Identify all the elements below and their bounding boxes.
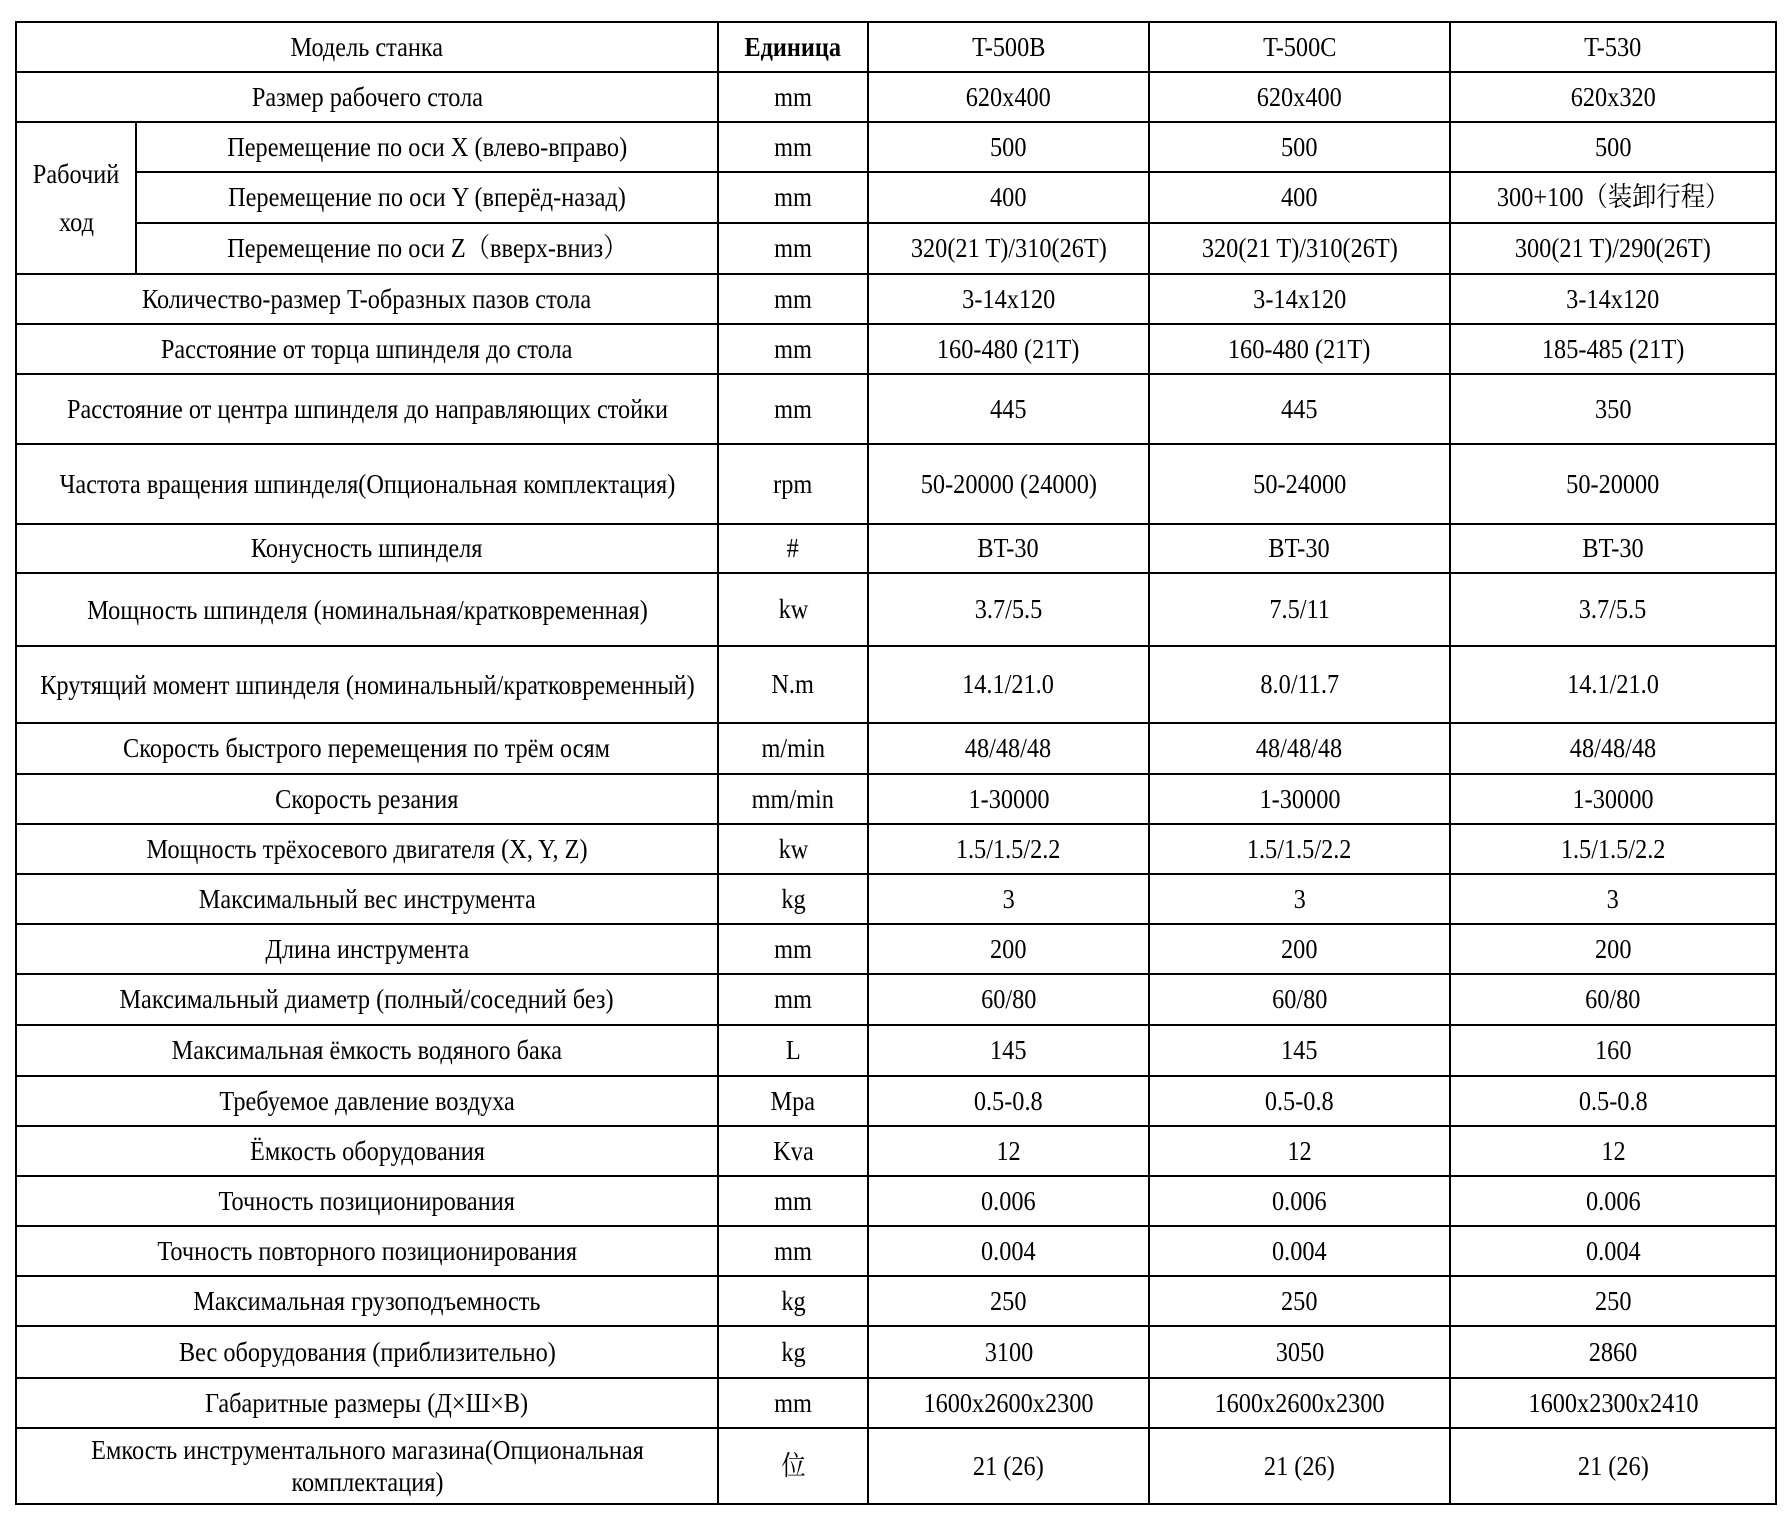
row-value-text: 1-30000 — [1259, 783, 1340, 814]
model-column-header: T-530 — [1450, 22, 1776, 72]
row-value — [868, 723, 1149, 774]
row-label — [136, 223, 718, 274]
row-label — [16, 646, 718, 723]
row-label-text: Габаритные размеры (Д×Ш×В) — [205, 1387, 529, 1418]
row-value-text: 1600x2600x2300 — [923, 1387, 1094, 1418]
row-value-text: 160-480 (21T) — [937, 333, 1080, 364]
spec-table — [15, 21, 1777, 1505]
row-value-text: 145 — [1281, 1035, 1318, 1065]
row-label-text: Расстояние от центра шпинделя до направляющих стойки — [66, 394, 668, 424]
spec-row — [16, 723, 1776, 774]
row-unit-text: Mpa — [770, 1085, 816, 1116]
row-value-text: 14.1/21.0 — [962, 669, 1055, 699]
row-label-text: Максимальная ёмкость водяного бака — [171, 1035, 563, 1065]
row-value-text: 200 — [1281, 933, 1318, 964]
row-value-text: 160-480 (21T) — [1228, 333, 1371, 364]
row-value — [868, 1176, 1149, 1226]
row-value-text: 21 (26) — [1264, 1450, 1335, 1481]
row-value-text: 400 — [990, 182, 1027, 212]
row-label-text: Скорость быстрого перемещения по трём осям — [123, 733, 611, 763]
row-value-text: 0.004 — [981, 1235, 1036, 1266]
row-value-text: 3.7/5.5 — [1579, 594, 1647, 624]
row-unit-text: L — [785, 1035, 801, 1065]
row-value — [1450, 774, 1776, 824]
row-label-text: Ёмкость оборудования — [249, 1135, 485, 1166]
row-value-text: 3.7/5.5 — [974, 594, 1043, 624]
row-value-text: 0.006 — [1272, 1185, 1327, 1216]
row-value — [868, 274, 1149, 324]
row-value — [1149, 573, 1450, 646]
row-value-text: 200 — [990, 933, 1027, 964]
spec-row — [16, 1326, 1776, 1378]
row-value — [1450, 874, 1776, 924]
row-value-text: 60/80 — [1585, 984, 1641, 1014]
row-value — [1149, 324, 1450, 374]
row-value — [868, 524, 1149, 573]
row-value — [1450, 824, 1776, 874]
row-value — [868, 1076, 1149, 1126]
row-value — [1450, 223, 1776, 274]
row-value-text: 48/48/48 — [965, 733, 1052, 763]
row-value-text: 12 — [1287, 1135, 1312, 1166]
row-label — [16, 374, 718, 444]
row-unit — [718, 573, 868, 646]
row-value — [868, 874, 1149, 924]
row-label-text: Количество-размер T-образных пазов стола — [142, 283, 592, 314]
row-value-text: 2860 — [1588, 1336, 1638, 1367]
row-label-text: Требуемое давление воздуха — [219, 1085, 515, 1116]
row-unit-text: kw — [778, 833, 808, 864]
row-unit-text: mm — [774, 393, 812, 424]
row-label-text: Размер рабочего стола — [251, 81, 483, 112]
row-unit-text: mm — [774, 182, 812, 212]
row-value-text: 48/48/48 — [1256, 733, 1343, 763]
row-value — [1149, 72, 1450, 122]
row-value-text: 250 — [1281, 1285, 1318, 1316]
row-value — [868, 1378, 1149, 1428]
row-unit — [718, 1176, 868, 1226]
row-label-text: Крутящий момент шпинделя (номинальный/кратковременный) — [39, 669, 695, 700]
row-value-text: 21 (26) — [1577, 1450, 1649, 1481]
spec-row — [16, 1226, 1776, 1276]
row-value — [868, 1226, 1149, 1276]
row-value-text: 1.5/1.5/2.2 — [1247, 833, 1352, 864]
row-value — [1149, 122, 1450, 172]
spec-row — [16, 1276, 1776, 1326]
row-value — [1450, 924, 1776, 974]
model-column-header: T-500B — [868, 22, 1149, 72]
spec-row — [16, 1076, 1776, 1126]
row-value — [1450, 122, 1776, 172]
model-header: Модель станка — [16, 22, 718, 72]
row-value — [1149, 1276, 1450, 1326]
row-value-text: 200 — [1594, 933, 1632, 964]
row-value-text: BT-30 — [1582, 533, 1644, 563]
row-value-text: 12 — [1600, 1135, 1626, 1166]
row-value — [1149, 1378, 1450, 1428]
row-value — [1149, 774, 1450, 824]
row-unit-text: rpm — [773, 468, 813, 499]
row-value — [868, 573, 1149, 646]
row-unit — [718, 444, 868, 524]
spec-row — [16, 1025, 1776, 1076]
row-label — [16, 723, 718, 774]
row-value-text: 350 — [1594, 393, 1632, 424]
row-value-text: 145 — [990, 1035, 1027, 1065]
row-value-text: 3 — [1293, 883, 1306, 914]
row-value-text: 3-14x120 — [1566, 283, 1660, 314]
row-unit — [718, 172, 868, 223]
row-value — [868, 444, 1149, 524]
row-value — [1450, 646, 1776, 723]
row-value-text: 500 — [1281, 131, 1318, 162]
row-unit-text: kg — [780, 1285, 806, 1316]
row-value — [868, 1326, 1149, 1378]
row-unit — [718, 974, 868, 1025]
row-unit — [718, 874, 868, 924]
row-value — [1450, 374, 1776, 444]
spec-row — [16, 1176, 1776, 1226]
spec-row — [16, 374, 1776, 444]
row-value — [868, 122, 1149, 172]
row-unit-text: 位 — [780, 1450, 806, 1481]
row-label — [16, 1126, 718, 1176]
row-unit-text: mm — [774, 933, 812, 964]
row-label — [16, 524, 718, 573]
row-label-text: Частота вращения шпинделя(Опциональная комплектация) — [59, 469, 675, 499]
row-value — [868, 1126, 1149, 1176]
row-value-text: 620x320 — [1570, 81, 1656, 112]
row-value — [1450, 172, 1776, 223]
row-value — [868, 172, 1149, 223]
row-unit — [718, 824, 868, 874]
row-value-text: 500 — [990, 131, 1027, 162]
row-unit — [718, 1076, 868, 1126]
row-label — [16, 1276, 718, 1326]
row-unit — [718, 524, 868, 573]
row-value — [1149, 1226, 1450, 1276]
row-unit-text: mm — [774, 283, 812, 314]
row-label-text: Точность повторного позиционирования — [157, 1235, 577, 1266]
row-value — [868, 924, 1149, 974]
spec-row — [16, 874, 1776, 924]
row-value — [1149, 274, 1450, 324]
row-value-text: 1-30000 — [1572, 783, 1654, 814]
row-value-text: 0.004 — [1585, 1235, 1641, 1266]
row-label — [136, 122, 718, 172]
row-unit-text: kg — [780, 883, 806, 914]
row-unit-text: Kva — [772, 1135, 814, 1166]
row-value — [868, 324, 1149, 374]
group-label-line2: ход — [58, 207, 94, 237]
row-value — [1450, 324, 1776, 374]
row-label — [16, 774, 718, 824]
row-value — [1149, 1076, 1450, 1126]
row-value-text: 3-14x120 — [1252, 283, 1347, 314]
row-value — [1450, 524, 1776, 573]
row-unit-text: mm/min — [751, 783, 835, 814]
row-value-text: 3100 — [984, 1336, 1033, 1367]
row-label-text: Мощность трёхосевого двигателя (X, Y, Z) — [146, 833, 588, 864]
row-label — [16, 1378, 718, 1428]
row-value-text: 250 — [990, 1285, 1027, 1316]
row-value — [868, 1025, 1149, 1076]
row-unit-text: m/min — [761, 733, 825, 763]
row-unit — [718, 1276, 868, 1326]
row-value — [868, 824, 1149, 874]
row-label — [16, 1176, 718, 1226]
row-unit — [718, 1428, 868, 1504]
row-value — [1450, 723, 1776, 774]
spec-row — [16, 573, 1776, 646]
row-value-text: 50-20000 — [1566, 468, 1660, 499]
row-value-text: 7.5/11 — [1269, 594, 1330, 624]
row-value-text: 445 — [1281, 393, 1318, 424]
row-label — [16, 924, 718, 974]
row-value — [1149, 723, 1450, 774]
row-unit — [718, 122, 868, 172]
row-value-text: 0.5-0.8 — [974, 1085, 1043, 1116]
row-value-text: BT-30 — [977, 533, 1040, 563]
row-value — [1149, 924, 1450, 974]
row-value-text: 8.0/11.7 — [1260, 669, 1339, 699]
row-label-text: Конусность шпинделя — [251, 533, 483, 563]
spec-row — [16, 1428, 1776, 1504]
row-value-text: 300(21 T)/290(26T) — [1515, 233, 1711, 263]
row-value-text: 0.006 — [981, 1185, 1036, 1216]
row-value-text: 0.006 — [1585, 1185, 1641, 1216]
row-label-text: Длина инструмента — [265, 933, 469, 964]
row-unit — [718, 924, 868, 974]
row-value — [868, 974, 1149, 1025]
row-value-text: 48/48/48 — [1569, 733, 1657, 763]
row-label-text: Емкость инструментального магазина(Опциональная комплектация) — [90, 1435, 644, 1497]
row-value — [1149, 223, 1450, 274]
row-value — [1149, 1326, 1450, 1378]
row-value — [1450, 274, 1776, 324]
row-unit-text: mm — [774, 131, 812, 162]
row-value-text: 620x400 — [1256, 81, 1343, 112]
row-label-text: Перемещение по оси Y (вперёд-назад) — [228, 182, 626, 212]
row-unit — [718, 1226, 868, 1276]
row-label-text: Вес оборудования (приблизительно) — [178, 1336, 556, 1367]
spec-row — [16, 1378, 1776, 1428]
row-value — [868, 646, 1149, 723]
row-unit-text: mm — [774, 1387, 812, 1418]
row-unit — [718, 723, 868, 774]
row-value — [868, 774, 1149, 824]
spec-row — [16, 524, 1776, 573]
row-label-text: Точность позиционирования — [218, 1185, 516, 1216]
row-label — [16, 1025, 718, 1076]
row-value-text: 0.004 — [1272, 1235, 1327, 1266]
row-value-text: 3 — [1606, 883, 1620, 914]
row-unit-text: kw — [778, 594, 808, 624]
row-unit — [718, 646, 868, 723]
row-value — [1450, 1025, 1776, 1076]
row-unit-text: N.m — [771, 669, 815, 699]
row-label-text: Мощность шпинделя (номинальная/кратковременная) — [86, 594, 648, 625]
row-value-text: 60/80 — [980, 984, 1037, 1014]
row-unit — [718, 324, 868, 374]
row-label-text: Максимальный вес инструмента — [198, 883, 536, 914]
spec-row — [16, 1126, 1776, 1176]
row-unit — [718, 72, 868, 122]
row-value-text: 320(21 T)/310(26T) — [1201, 233, 1398, 263]
row-value-text: 1600x2300x2410 — [1527, 1387, 1699, 1418]
row-unit-text: mm — [774, 1235, 812, 1266]
row-value — [1149, 1126, 1450, 1176]
row-value-text: 0.5-0.8 — [1265, 1085, 1334, 1116]
spec-row — [16, 274, 1776, 324]
row-label — [16, 1326, 718, 1378]
row-value-text: 3-14x120 — [961, 283, 1056, 314]
row-value — [1149, 172, 1450, 223]
row-unit — [718, 1378, 868, 1428]
row-label — [16, 573, 718, 646]
row-value — [1149, 1428, 1450, 1504]
spec-row — [16, 646, 1776, 723]
row-label-text: Максимальная грузоподъемность — [193, 1285, 541, 1316]
row-unit-text: mm — [774, 233, 812, 263]
row-value — [868, 72, 1149, 122]
row-value — [1450, 1226, 1776, 1276]
row-value — [1149, 874, 1450, 924]
row-label-text: Расстояние от торца шпинделя до стола — [161, 333, 573, 364]
unit-header: Единица — [718, 22, 868, 72]
spec-row — [16, 324, 1776, 374]
spec-row — [16, 924, 1776, 974]
row-value-text: 0.5-0.8 — [1578, 1085, 1648, 1116]
row-unit-text: kg — [780, 1336, 806, 1367]
row-value — [868, 1428, 1149, 1504]
row-value — [1450, 1176, 1776, 1226]
row-unit-text: mm — [774, 333, 812, 364]
row-label — [16, 824, 718, 874]
spec-row — [16, 444, 1776, 524]
row-value-text: 1.5/1.5/2.2 — [956, 833, 1061, 864]
row-value-text: 250 — [1594, 1285, 1632, 1316]
spec-row — [16, 172, 1776, 223]
row-value-text: 185-485 (21T) — [1541, 333, 1685, 364]
spec-row — [16, 974, 1776, 1025]
row-value — [1450, 1276, 1776, 1326]
row-unit — [718, 374, 868, 444]
row-value-text: 1-30000 — [968, 783, 1049, 814]
row-label — [16, 1226, 718, 1276]
row-value — [1450, 1428, 1776, 1504]
row-value — [1450, 1326, 1776, 1378]
spec-row — [16, 774, 1776, 824]
row-label-text: Перемещение по оси X (влево-вправо) — [227, 131, 627, 162]
row-unit-text: mm — [774, 984, 812, 1014]
row-value-text: 21 (26) — [973, 1450, 1044, 1481]
row-label-text: Скорость резания — [275, 783, 459, 814]
row-label — [16, 974, 718, 1025]
row-label — [16, 1428, 718, 1504]
row-unit — [718, 223, 868, 274]
row-unit — [718, 274, 868, 324]
row-value-text: 60/80 — [1271, 984, 1328, 1014]
row-label — [16, 1076, 718, 1126]
spec-row — [16, 72, 1776, 122]
row-unit-text: # — [786, 533, 800, 563]
row-value — [868, 1276, 1149, 1326]
row-unit-text: mm — [774, 81, 812, 112]
group-label-working-travel — [16, 122, 136, 274]
row-value-text: 12 — [996, 1135, 1021, 1166]
row-value — [1149, 974, 1450, 1025]
row-unit — [718, 1126, 868, 1176]
row-value — [1450, 1076, 1776, 1126]
row-label — [16, 444, 718, 524]
row-value-text: 400 — [1281, 182, 1318, 212]
row-value-text: 50-24000 — [1252, 468, 1347, 499]
row-value-text: 3 — [1002, 883, 1015, 914]
row-value-text: 14.1/21.0 — [1567, 669, 1659, 699]
row-label — [136, 172, 718, 223]
row-value-text: 300+100（装卸行程） — [1496, 182, 1730, 212]
row-label — [16, 324, 718, 374]
spec-row — [16, 824, 1776, 874]
row-unit — [718, 1326, 868, 1378]
row-value-text: 1.5/1.5/2.2 — [1560, 833, 1666, 864]
row-value — [1149, 444, 1450, 524]
spec-row — [16, 223, 1776, 274]
row-label — [16, 874, 718, 924]
row-value — [1149, 524, 1450, 573]
row-value-text: 445 — [990, 393, 1027, 424]
row-value — [1450, 573, 1776, 646]
row-value-text: 620x400 — [965, 81, 1052, 112]
row-value-text: 160 — [1594, 1035, 1632, 1065]
row-value-text: 500 — [1594, 131, 1632, 162]
header-row — [16, 22, 1776, 72]
row-value — [868, 374, 1149, 444]
row-value — [1149, 646, 1450, 723]
row-value — [1450, 444, 1776, 524]
model-column-header: T-500C — [1149, 22, 1450, 72]
row-value — [1450, 1126, 1776, 1176]
row-value — [1149, 1176, 1450, 1226]
row-value-text: 1600x2600x2300 — [1214, 1387, 1385, 1418]
row-label — [16, 274, 718, 324]
row-value — [1149, 374, 1450, 444]
row-value — [1149, 824, 1450, 874]
row-value — [868, 223, 1149, 274]
row-value — [1149, 1025, 1450, 1076]
row-value-text: BT-30 — [1268, 533, 1331, 563]
row-value-text: 50-20000 (24000) — [920, 468, 1097, 499]
group-label-line1: Рабочий — [32, 159, 120, 189]
row-unit-text: mm — [774, 1185, 812, 1216]
row-value — [1450, 974, 1776, 1025]
row-label — [16, 72, 718, 122]
row-value — [1450, 1378, 1776, 1428]
row-label-text: Максимальный диаметр (полный/соседний без) — [119, 984, 615, 1014]
row-unit — [718, 1025, 868, 1076]
row-label-text: Перемещение по оси Z（вверх-вниз） — [226, 233, 628, 263]
spec-row — [16, 122, 1776, 172]
row-value-text: 320(21 T)/310(26T) — [910, 233, 1107, 263]
row-unit — [718, 774, 868, 824]
row-value-text: 3050 — [1275, 1336, 1324, 1367]
row-value — [1450, 72, 1776, 122]
